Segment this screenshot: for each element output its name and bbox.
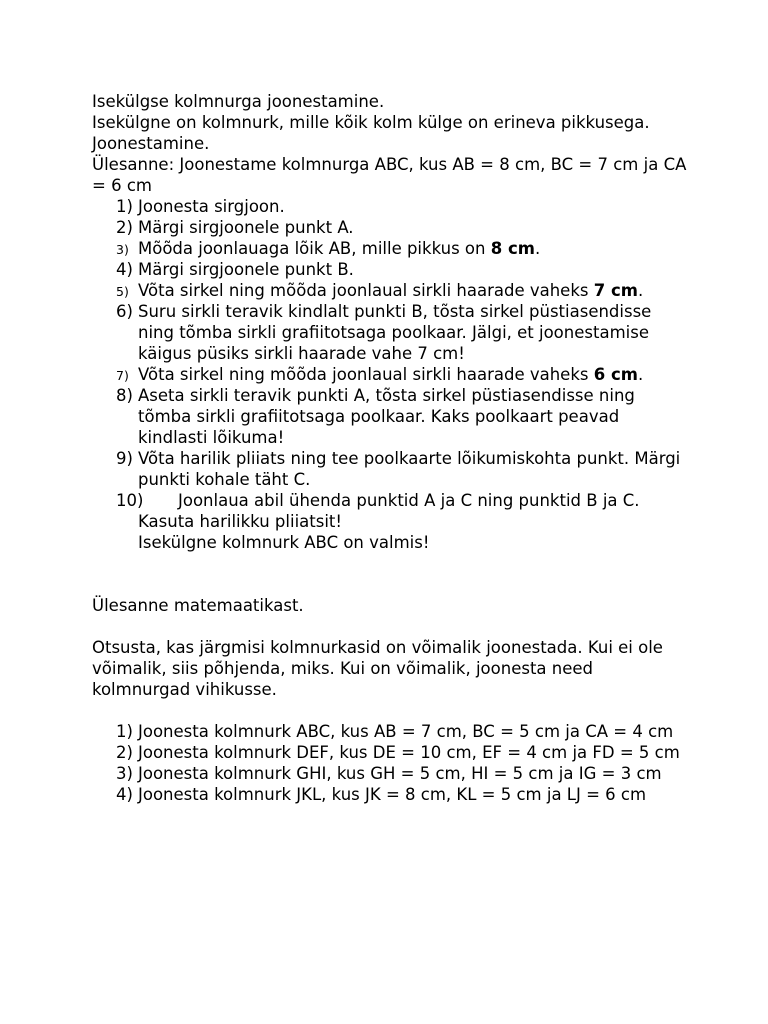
step-bold-value: 8 cm [490, 239, 535, 258]
exercise-text: Joonesta kolmnurk ABC, kus AB = 7 cm, BC = 5 cm ja CA = 4 cm [138, 722, 674, 741]
document-title: Isekülgse kolmnurga joonestamine. [92, 92, 385, 111]
step-number: 4) [116, 260, 133, 279]
step-text: Mõõda joonlauaga lõik AB, mille pikkus on [138, 239, 491, 258]
list-item [92, 721, 692, 742]
list-item [92, 364, 692, 385]
step-number: 2) [116, 218, 133, 237]
exercise-number: 1) [116, 722, 133, 741]
list-item [92, 217, 692, 238]
step-text: Võta sirkel ning mõõda joonlaual sirkli haarade vaheks [138, 365, 594, 384]
step-number: 7) [116, 368, 129, 383]
exercise-number: 2) [116, 743, 133, 762]
step-number: 5) [116, 284, 129, 299]
steps-list [92, 196, 692, 553]
step-bold-value: 7 cm [593, 281, 638, 300]
list-item [92, 763, 692, 784]
step-text-wrap [138, 491, 640, 552]
step-text-end: . [637, 365, 644, 384]
step-text: Suru sirkli teravik kindlalt punkti B, tõsta sirkel püstiasendisse ning tõmba sirkli grafiitotsaga poolkaar. Jälgi, et joonestamise käigus püsiks sirkli haarade vahe 7 cm! [138, 302, 652, 363]
document-page [92, 91, 692, 805]
step-extra-text: Isekülgne kolmnurk ABC on valmis! [138, 533, 430, 552]
step-number: 10) [116, 491, 144, 510]
definition-text: Isekülgne on kolmnurk, mille kõik kolm külge on erineva pikkusega. [92, 113, 650, 132]
step-text: Märgi sirgjoonele punkt A. [138, 218, 354, 237]
list-item [92, 784, 692, 805]
step-number: 9) [116, 449, 133, 468]
step-text: Võta harilik pliiats ning tee poolkaarte lõikumiskohta punkt. Märgi punkti kohale täht C. [138, 449, 681, 489]
task-text: Ülesanne: Joonestame kolmnurga ABC, kus AB = 8 cm, BC = 7 cm ja CA = 6 cm [92, 155, 687, 195]
step-bold-value: 6 cm [593, 365, 638, 384]
step-number: 1) [116, 197, 133, 216]
step-number: 6) [116, 302, 133, 321]
exercise-text: Joonesta kolmnurk GHI, kus GH = 5 cm, HI = 5 cm ja IG = 3 cm [138, 764, 662, 783]
list-item [92, 259, 692, 280]
list-item [92, 280, 692, 301]
step-number: 8) [116, 386, 133, 405]
drawing-heading: Joonestamine. [92, 134, 210, 153]
list-item [92, 238, 692, 259]
list-item [92, 301, 692, 364]
exercise-text: Joonesta kolmnurk DEF, kus DE = 10 cm, EF = 4 cm ja FD = 5 cm [138, 743, 680, 762]
step-text: Aseta sirkli teravik punkti A, tõsta sirkel püstiasendisse ning tõmba sirkli grafiitotsaga poolkaar. Kaks poolkaart peavad kindlasti lõikuma! [138, 386, 635, 447]
math-intro: Otsusta, kas järgmisi kolmnurkasid on võimalik joonestada. Kui ei ole võimalik, siis põhjenda, miks. Kui on võimalik, joonesta need kolmnurgad vihikusse. [92, 638, 663, 699]
exercise-list [92, 721, 692, 805]
step-text: Võta sirkel ning mõõda joonlaual sirkli haarade vaheks [138, 281, 594, 300]
step-number: 3) [116, 242, 129, 257]
list-item [92, 448, 692, 490]
step-text-end: . [534, 239, 541, 258]
exercise-number: 4) [116, 785, 133, 804]
step-text: Joonesta sirgjoon. [138, 197, 285, 216]
exercise-number: 3) [116, 764, 133, 783]
exercise-text: Joonesta kolmnurk JKL, kus JK = 8 cm, KL = 5 cm ja LJ = 6 cm [138, 785, 647, 804]
step-text: Märgi sirgjoonele punkt B. [138, 260, 354, 279]
list-item [92, 196, 692, 217]
math-heading: Ülesanne matemaatikast. [92, 596, 304, 615]
step-text: Joonlaua abil ühenda punktid A ja C ning punktid B ja C. Kasuta harilikku pliiatsit! [138, 491, 640, 531]
list-item [92, 742, 692, 763]
step-text-end: . [637, 281, 644, 300]
list-item [92, 385, 692, 448]
list-item [92, 490, 692, 553]
